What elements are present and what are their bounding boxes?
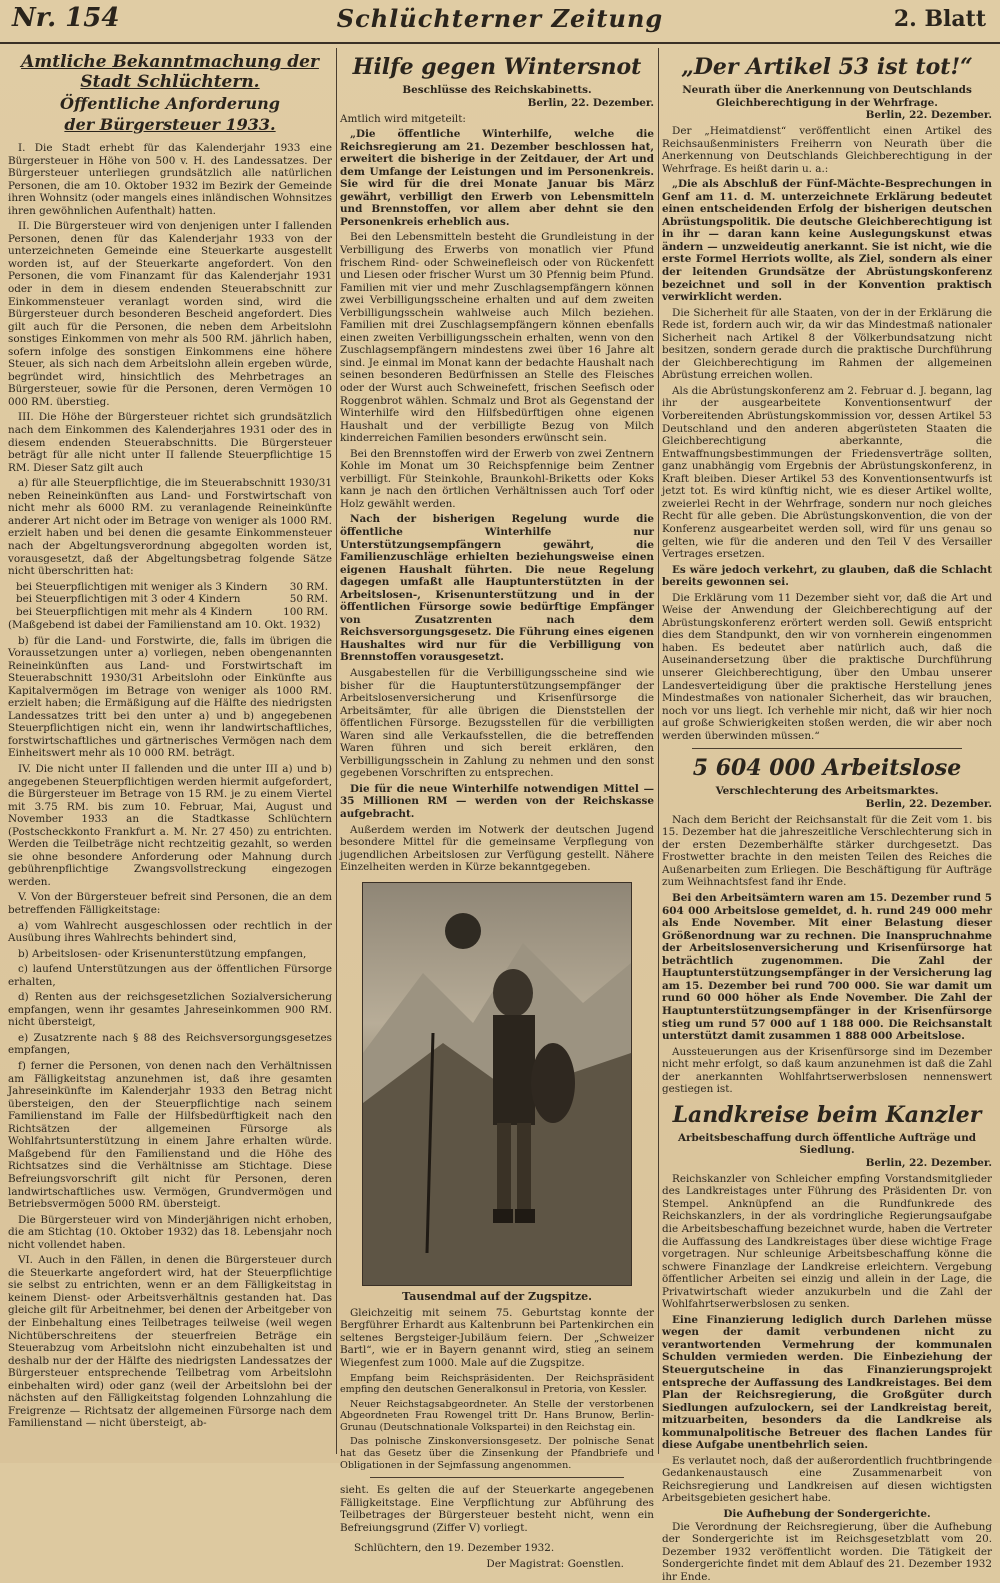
rate-value: 50 RM. (290, 593, 328, 606)
paragraph: I. Die Stadt erhebt für das Kalenderjahr 1933 eine Bürgersteuer in Höhe von 500 v. H. des Landessatzes. Der Bürgersteuer unterliegen grundsätzlich alle natürlichen Personen, die am 10. Oktober 1932 im Bezirk der Gemeinde ihren Wohnsitz (oder mangels eines inländischen Wohnsitzes ihren gewöhnlichen Aufenthalt) hatten. (8, 142, 332, 217)
paragraph: Die Bürgersteuer wird von Minderjährigen nicht erhoben, die am Stichtag (10. Oktober 1932) das 18. Lebensjahr noch nicht vollendet haben. (8, 1214, 332, 1252)
rate-label: bei Steuerpflichtigen mit mehr als 4 Kindern (16, 606, 252, 619)
article-headline: Amtliche Bekanntmachung der Stadt Schlüchtern. (8, 52, 332, 92)
photo-illustration (363, 883, 631, 1285)
paragraph: Die für die neue Winterhilfe notwendigen Mittel — 35 Millionen RM — werden von der Reichskasse aufgebracht. (340, 783, 654, 821)
paragraph: III. Die Höhe der Bürgersteuer richtet sich grundsätzlich nach dem Einkommen des Kalenderjahres 1931 oder des in diesem endenden Steuerabschnitts. Die Bürgersteuer beträgt für alle nicht unter II fallende Steuerpflichtige 15 RM. Dieser Satz gilt auch (8, 411, 332, 474)
paragraph: Es wäre jedoch verkehrt, zu glauben, daß die Schlacht bereits gewonnen sei. (662, 564, 992, 589)
article-title: Landkreise beim Kanzler (662, 1102, 992, 1128)
rate-value: 100 RM. (283, 606, 328, 619)
sheet-number: 2. Blatt (894, 6, 986, 32)
dateline: Berlin, 22. Dezember. (340, 97, 654, 109)
paragraph: II. Die Bürgersteuer wird von denjenigen unter I fallenden Personen, denen für das Kalenderjahr 1933 von der unterzeichneten Gemeinde eine Steuerkarte ausgestellt worden ist, auf der Steuerkarte angefordert. Von den Personen, die vom Finanzamt für das Kalenderjahr 1931 oder in dem in diesem endenden Steuerabschnitt zur Einkommensteuer veranlagt worden sind, wird die Bürgersteuer durch besonderen Bescheid angefordert. Dies gilt auch für die Personen, die neben dem Arbeitslohn sonstiges Einkommen von mehr als 500 RM. jährlich haben, sofern infolge des sonstigen Einkommens eine höhere Steuer, als sich nach dem Arbeitslohn allein ergeben würde, begründet wird, hinsichtlich des Mehrbetrages an Bürgersteuer, sowie für die Personen, deren Vermögen 10 000 RM. überstieg. (8, 220, 332, 408)
paragraph: Nach der bisherigen Regelung wurde die öffentliche Winterhilfe nur Unterstützungsempfängern gewährt, die Familienzuschläge erhielten beziehungsweise einen eigenen Haushalt führten. Die neue Regelung dagegen umfaßt alle Hauptunterstützten in der Arbeitslosen-, Krisenunterstützung und in der öffentlichen Fürsorge sowie bedürftige Empfänger von Zusatzrenten nach dem Reichsversorgungsgesetz. Die Führung eines eigenen Haushaltes wird nur für die Verbilligung von Brennstoffen vorausgesetzt. (340, 513, 654, 664)
column-rule (658, 48, 659, 1454)
paragraph: Ausgabestellen für die Verbilligungsscheine sind wie bisher für die Hauptunterstützungsempfänger der Arbeitslosenversicherung und Krisenfürsorge die Arbeitsämter, für alle übrigen die Dienststellen der öffentlichen Fürsorge. Bezugsstellen für die verbilligten Waren sind alle Verkaufsstellen, die die betreffenden Waren führen und sich bereit erklären, den Verbilligungsschein in Zahlung zu nehmen und den sonst gegebenen Vorschriften zu entsprechen. (340, 667, 654, 780)
paragraph: Amtlich wird mitgeteilt: (340, 113, 654, 126)
paragraph: Bei den Arbeitsämtern waren am 15. Dezember rund 5 604 000 Arbeitslose gemeldet, d. h. rund 249 000 mehr als Ende November. Mit einer Belastung dieser Größenordnung war zu rechnen. Die Inanspruchnahme der Arbeitslosenversicherung und Krisenfürsorge hat beträchtlich zugenommen. Die Zahl der Hauptunterstützungsempfänger in der Versicherung lag am 15. Dezember bei rund 700 000. Sie war damit um rund 60 000 höher als Ende November. Die Zahl der Hauptunterstützungsempfänger in der Krisenfürsorge stieg um rund 57 000 auf 1 188 000. Die Reichsanstalt unterstützt damit zusammen 1 888 000 Arbeitslose. (662, 892, 992, 1043)
paragraph: Die Erklärung vom 11 Dezember sieht vor, daß die Art und Weise der Anwendung der Gleichberechtigung auf der Abrüstungskonferenz erörtert werden soll. Gewiß entspricht dies dem Standpunkt, den wir von vornherein eingenommen haben. Es bedeutet aber natürlich auch, daß die Auseinandersetzung über die praktische Durchführung unserer Gleichberechtigung, über den Umbau unserer Landesverteidigung über die praktische Herstellung jenes Mindestmaßes von nationaler Sicherheit, das wir brauchen, noch vor uns liegt. Ich verhehle mir nicht, daß wir hier noch auf große Schwierigkeiten stoßen werden, die wir aber noch werden überwinden müssen.“ (662, 592, 992, 743)
paragraph: f) ferner die Personen, von denen nach den Verhältnissen am Fälligkeitstag anzunehmen ist, daß ihre gesamten Jahreseinkünfte im Kalenderjahr 1933 den Betrag nicht übersteigen, den der Steuerpflichtige nach seinem Familienstand im Falle der Hilfsbedürftigkeit nach den Richtsätzen der allgemeinen Fürsorge als Wohlfahrtsunterstützung in einem Jahre erhalten würde. Maßgebend für den Familienstand und die Höhe des Richtsatzes sind die Verhältnisse am Stichtage. Diese Befreiungsvorschrift gilt nicht für Personen, deren landwirtschaftliches usw. Vermögen, Grundvermögen und Betriebsvermögen 5000 RM. übersteigt. (8, 1060, 332, 1211)
paragraph: Bei den Brennstoffen wird der Erwerb von zwei Zentnern Kohle im Monat um 30 Reichspfennige beim Zentner verbilligt. Für Steinkohle, Braunkohl-Briketts oder Koks kann je nach den örtlichen Verhältnissen auch Torf oder Holz gewählt werden. (340, 448, 654, 511)
article-subtitle: Verschlechterung des Arbeitsmarktes. (662, 785, 992, 798)
paragraph: IV. Die nicht unter II fallenden und die unter III a) und b) angegebenen Steuerpflichtigen werden hiermit aufgefordert, die Bürgersteuer im Betrage von 15 RM. je zu einem Viertel mit 3.75 RM. bis zum 10. Februar, Mai, August und November 1933 an die Stadtkasse Schlüchtern (Postscheckkonto Frankfurt a. M. Nr. 27 450) zu entrichten. Werden die Teilbeträge nicht rechtzeitig gezahlt, so werden sie ohne besondere Anforderung oder Mahnung durch gebührenpflichtige Zwangsvollstreckung eingezogen werden. (8, 763, 332, 888)
short-note: Neuer Reichstagsabgeordneter. An Stelle der verstorbenen Abgeordneten Frau Rowengel tritt Dr. Hans Brunow, Berlin-Grunau (Deutschnationale Volkspartei) in den Reichstag ein. (340, 1399, 654, 1434)
short-note: Empfang beim Reichspräsidenten. Der Reichspräsident empfing den deutschen Generalkonsul in Pretoria, von Kessler. (340, 1373, 654, 1396)
paragraph: V. Von der Bürgersteuer befreit sind Personen, die an dem betreffenden Fälligkeitstage: (8, 891, 332, 916)
dateline: Berlin, 22. Dezember. (662, 109, 992, 121)
paragraph: Die Verordnung der Reichsregierung, über die Aufhebung der Sondergerichte ist im Reichsgesetzblatt vom 20. Dezember 1932 veröffentlicht worden. Die Tätigkeit der Sondergerichte findet mit dem Ablauf des 21. Dezember 1932 ihr Ende. (662, 1521, 992, 1583)
article-title: „Der Artikel 53 ist tot!“ (662, 54, 992, 80)
rate-label: bei Steuerpflichtigen mit weniger als 3 Kindern (16, 581, 267, 594)
article-subtitle: Beschlüsse des Reichskabinetts. (340, 84, 654, 97)
article-subtitle: Neurath über die Anerkennung von Deutschlands Gleichberechtigung in der Wehrfrage. (662, 84, 992, 109)
photo-caption: Tausendmal auf der Zugspitze. (340, 1290, 654, 1303)
rate-label: bei Steuerpflichtigen mit 3 oder 4 Kindern (16, 593, 240, 606)
dateline: Berlin, 22. Dezember. (662, 1157, 992, 1169)
paragraph: a) für alle Steuerpflichtige, die im Steuerabschnitt 1930/31 neben Reineinkünften aus Land- und Forstwirtschaft von nicht mehr als 6000 RM. zu veranlagende Reineinkünfte anderer Art nicht oder im Betrage von weniger als 1000 RM. erzielt haben und bei denen die gesamte Einkommensteuer nach der Abgeltungsverordnung abgegolten worden ist, vorausgesetzt, daß der Abgeltungsbetrag folgende Sätze nicht überschritten hat: (8, 477, 332, 577)
rate-row (8, 606, 332, 619)
newspaper-title: Schlüchterner Zeitung (0, 4, 1000, 33)
paragraph: VI. Auch in den Fällen, in denen die Bürgersteuer durch die Steuerkarte angefordert wird, hat der Steuerpflichtige sie selbst zu entrichten, wenn er an dem Fälligkeitstag in keinem Dienst- oder Arbeitsverhältnis gestanden hat. Das gleiche gilt für Arbeitnehmer, bei denen der Arbeitgeber von der Einbehaltung eines Teilbetrages teilweise (weil wegen Nichtüberschreitens der steuerfreien Beträge ein Steuerabzug vom Arbeitslohn nicht einzubehalten ist und deshalb nur der der Hälfte des niedrigsten Landessatzes der Bürgersteuer entsprechende Teilbetrag vom Arbeitslohn einbehalten wird) oder ganz (weil der Arbeitslohn bei der nächsten auf den Fälligkeitstag folgenden Lohnzahlung die Freigrenze — Richtsatz der allgemeinen Fürsorge nach dem Familienstand — nicht übersteigt, ab- (8, 1254, 332, 1430)
article-title: Hilfe gegen Wintersnot (340, 54, 654, 80)
paragraph: „Die öffentliche Winterhilfe, welche die Reichsregierung am 21. Dezember beschlossen hat, erweitert die bisherige in der Zeitdauer, der Art und dem Umfange der Leistungen und im Personenkreis. Sie wird für die drei Monate Januar bis März gewährt, verbilligt den Erwerb von Lebensmitteln und Brennstoffen, vor allem aber dehnt sie den Personenkreis erheblich aus. (340, 128, 654, 228)
rate-value: 30 RM. (290, 581, 328, 594)
paragraph: b) für die Land- und Forstwirte, die, falls im übrigen die Voraussetzungen unter a) vorliegen, neben obengenannten Reineinkünften aus Land- und Forstwirtschaft im Steuerabschnitt 1930/31 Arbeitslohn oder Einkünfte aus Kapitalvermögen im Betrage von weniger als 1000 RM. erzielt haben; die Ermäßigung auf die Hälfte des niedrigsten Landessatzes tritt bei den unter a) und b) angegebenen Steuerpflichtigen nicht ein, wenn ihr landwirtschaftliches, forstwirtschaftliches und gärtnerisches Vermögen nach dem Einheitswert mehr als 10 000 RM. beträgt. (8, 635, 332, 760)
divider (370, 1477, 624, 1478)
article-title: Die Aufhebung der Sondergerichte. (662, 1508, 992, 1521)
paragraph: Reichskanzler von Schleicher empfing Vorstandsmitglieder des Landkreistages unter Führung des Präsidenten Dr. von Stempel. Anknüpfend an die Rundfunkrede des Reichskanzlers, in der als vordringliche Regierungsaufgabe die Arbeitsbeschaffung bezeichnet wurde, haben die Vertreter die Auffassung des Landkreistages über diese wichtige Frage vorgetragen. Nur schleunige Arbeitsbeschaffung könne die schwere Finanzlage der Landkreise erleichtern. Vergebung öffentlicher Arbeiten sei einzig und allein in der Lage, die Privatwirtschaft wieder anzukurbeln und die Zahl der Wohlfahrtserwerbslosen zu senken. (662, 1173, 992, 1311)
paragraph: „Die als Abschluß der Fünf-Mächte-Besprechungen in Genf am 11. d. M. unterzeichnete Erklärung bedeutet einen entscheidenden Erfolg der bisherigen deutschen Abrüstungspolitik. Die deutsche Gleichberechtigung ist in ihr — daran kann keine Auslegungskunst etwas ändern — unzweideutig anerkannt. Sie ist nicht, wie die erste Formel Herriots wollte, als Ziel, sondern als einer der leitenden Grundsätze der Abrüstungskonferenz bezeichnet und soll in der Konvention praktisch verwirklicht werden. (662, 178, 992, 303)
signature: Der Magistrat: Goenstlen. (340, 1558, 624, 1570)
article-title: 5 604 000 Arbeitslose (662, 755, 992, 781)
paragraph: Eine Finanzierung lediglich durch Darlehen müsse wegen der damit verbundenen nicht zu verantwortenden Vermehrung der kommunalen Schulden vermieden werden. Die Einbeziehung der Steuergutscheine in das Finanzierungsprojekt entspreche der Auffassung des Landkreistages. Bei dem Plan der Reichsregierung, die Großgüter durch Siedlungen aufzulockern, sei der Landkreistag bereit, mitzuarbeiten, besonders da die Landkreise als kommunalpolitische Betreuer des flachen Landes für diese Aufgabe unentbehrlich seien. (662, 1314, 992, 1452)
paragraph: sieht. Es gelten die auf der Steuerkarte angegebenen Fälligkeitstage. Eine Verpflichtung zur Abführung des Teilbetrages der Bürgersteuer besteht nicht, wenn ein Befreiungsgrund (Ziffer V) vorliegt. (340, 1484, 654, 1534)
paragraph: (Maßgebend ist dabei der Familienstand am 10. Okt. 1932) (8, 619, 332, 632)
paragraph: c) laufend Unterstützungen aus der öffentlichen Fürsorge erhalten, (8, 963, 332, 988)
paragraph: e) Zusatzrente nach § 88 des Reichsversorgungsgesetzes empfangen, (8, 1032, 332, 1057)
column-right (662, 48, 992, 1454)
paragraph: Es verlautet noch, daß der außerordentlich fruchtbringende Gedankenaustausch eine Zusammenarbeit von Reichsregierung und Landkreisen auf diesen wichtigsten Arbeitsgebieten gesichert habe. (662, 1455, 992, 1505)
rate-row (8, 593, 332, 606)
paragraph: Nach dem Bericht der Reichsanstalt für die Zeit vom 1. bis 15. Dezember hat die jahreszeitliche Verschlechterung sich in der ersten Dezemberhälfte stärker durchgesetzt. Das Frostwetter brachte in den meisten Teilen des Reiches die Außenarbeiten zum Erliegen. Die Beschäftigung für Aufträge zum Weihnachtsfest fand ihr Ende. (662, 814, 992, 889)
place-date: Schlüchtern, den 19. Dezember 1932. (354, 1542, 654, 1554)
paragraph: b) Arbeitslosen- oder Krisenunterstützung empfangen, (8, 948, 332, 961)
masthead (0, 0, 1000, 44)
dateline: Berlin, 22. Dezember. (662, 798, 992, 810)
article-title: der Bürgersteuer 1933. (8, 115, 332, 134)
column-left (8, 48, 332, 1454)
paragraph: Bei den Lebensmitteln besteht die Grundleistung in der Verbilligung des Erwerbs von monatlich vier Pfund frischem Rind- oder Schweinefleisch oder von Rückenfett und Liesen oder frischer Wurst um 30 Pfennig beim Pfund. Familien mit vier und mehr Zuschlagsempfängern können zwei Verbilligungsscheine erhalten und auf dem zweiten Verbilligungsschein wahlweise auch Milch beziehen. Familien mit drei Zuschlagsempfängern können ebenfalls einen zweiten Verbilligungsschein erhalten, wenn von den Zuschlagsempfängern mindestens zwei über 16 Jahre alt sind. Je einmal im Monat kann der bedachte Haushalt nach seinen besonderen Bedürfnissen an Stelle des Fleisches oder der Wurst auch Schweinefett, frischen Seefisch oder Roggenbrot wählen. Schmalz und Brot als Gegenstand der Winterhilfe wird den Hilfsbedürftigen ohne eigenen Haushalt und der verbilligte Bezug von Milch kinderreichen Familien besonders erwünscht sein. (340, 231, 654, 444)
divider (692, 748, 962, 749)
paragraph: Aussteuerungen aus der Krisenfürsorge sind im Dezember nicht mehr erfolgt, so daß kaum anzunehmen ist daß die Zahl der anerkannten Wohlfahrtserwerbslosen nennenswert gestiegen ist. (662, 1046, 992, 1096)
paragraph: Der „Heimatdienst“ veröffentlicht einen Artikel des Reichsaußenministers Freiherrn von Neurath über die Anerkennung von Deutschlands Gleichberechtigung in der Wehrfrage. Es heißt darin u. a.: (662, 125, 992, 175)
article-title: Öffentliche Anforderung (8, 94, 332, 113)
paragraph: Gleichzeitig mit seinem 75. Geburtstag konnte der Bergführer Erhardt aus Kaltenbrunn bei Partenkirchen ein seltenes Bergsteiger-Jubiläum feiern. Der „Schweizer Bartl“, wie er in Bayern genannt wird, stieg an seinem Wiegenfest zum 1000. Male auf die Zugspitze. (340, 1307, 654, 1370)
column-middle (340, 48, 654, 1454)
paragraph: Als die Abrüstungskonferenz am 2. Februar d. J. begann, lag ihr der ausgearbeitete Konventionsentwurf der Vorbereitenden Abrüstungskommission vor, dessen Artikel 53 Deutschland und den anderen abgerüsteten Staaten die Gleichberechtigung aberkannte, die Entwaffnungsbestimmungen der Friedensverträge sollten, ganz unabhängig vom Ergebnis der Abrüstungskonferenz, in Kraft bleiben. Dieser Artikel 53 des Konventionsentwurfs ist jetzt tot. Es wird künftig nicht, wie es dieser Artikel wollte, zweierlei Recht in der Wehrfrage, sondern nur noch gleiches Recht für alle geben. Die Abrüstungskonvention, die von der Konferenz ausgearbeitet werden soll, wird für uns genau so gelten, wie für die anderen und den Teil V des Versailler Vertrages ersetzen. (662, 385, 992, 561)
short-notes (340, 1373, 654, 1472)
paragraph: a) vom Wahlrecht ausgeschlossen oder rechtlich in der Ausübung ihres Wahlrechts behindert sind, (8, 920, 332, 945)
rate-row (8, 581, 332, 594)
paragraph: d) Renten aus der reichsgesetzlichen Sozialversicherung empfangen, wenn ihr gesamtes Jahreseinkommen 900 RM. nicht übersteigt, (8, 991, 332, 1029)
short-note: Das polnische Zinskonversionsgesetz. Der polnische Senat hat das Gesetz über die Zinsenkung der Pfandbriefe und Obligationen in der Sejmfassung angenommen. (340, 1436, 654, 1471)
paragraph: Außerdem werden im Notwerk der deutschen Jugend besondere Mittel für die gemeinsame Verpflegung von jugendlichen Arbeitslosen zur Verfügung gestellt. Nähere Einzelheiten werden in Kürze bekanntgegeben. (340, 824, 654, 874)
issue-number: Nr. 154 (12, 3, 119, 33)
column-rule (336, 48, 337, 1454)
photo-mountain-guide (362, 882, 632, 1286)
paragraph: Die Sicherheit für alle Staaten, von der in der Erklärung die Rede ist, fordern auch wir, da wir das Mindestmaß nationaler Sicherheit nach Artikel 8 der Völkerbundsatzung nicht besitzen, sondern gerade durch die praktische Durchführung der Gleichberechtigung im Rahmen der allgemeinen Abrüstung erreichen wollen. (662, 307, 992, 382)
article-subtitle: Arbeitsbeschaffung durch öffentliche Aufträge und Siedlung. (662, 1132, 992, 1157)
